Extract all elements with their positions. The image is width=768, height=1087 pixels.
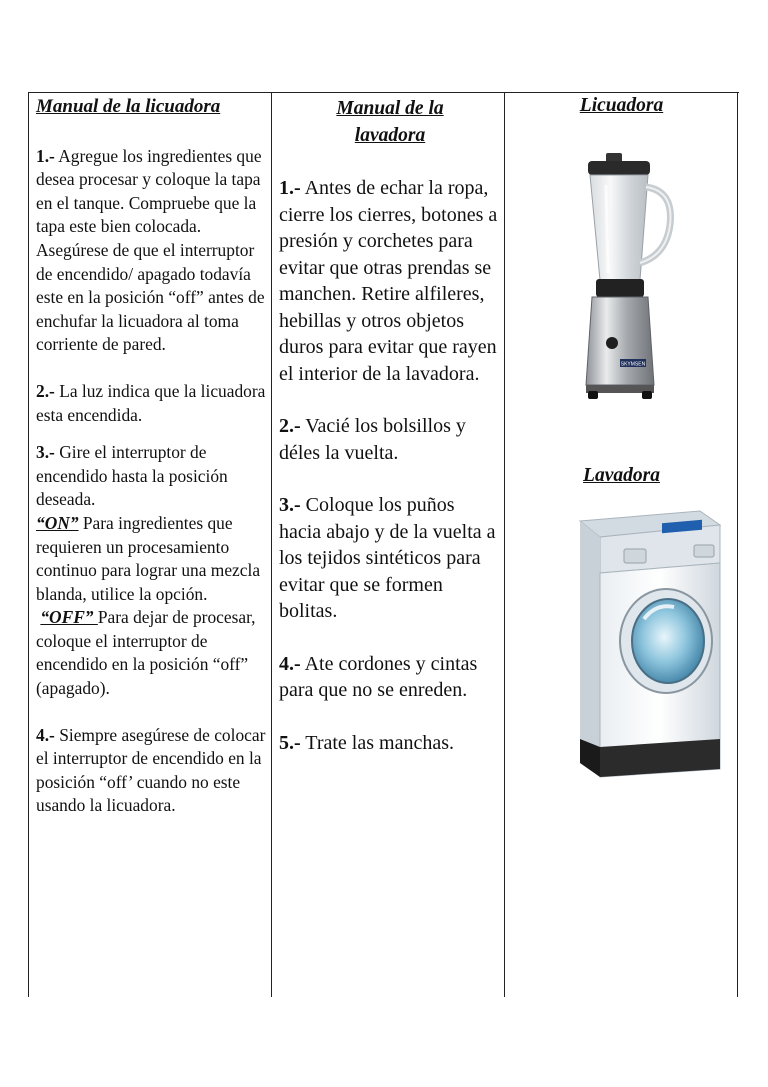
blender-manual-heading: Manual de la licuadora: [36, 96, 221, 117]
step-text: Trate las manchas.: [300, 731, 454, 754]
table-divider-1: [271, 93, 272, 997]
step-number: 5.-: [279, 731, 301, 754]
washer-manual-column: [279, 93, 501, 756]
blender-manual-column: [36, 93, 268, 818]
blender-image: [576, 145, 686, 405]
step-number: 2.-: [279, 415, 301, 437]
blender-on-option: [36, 512, 268, 606]
step-text: Coloque los puños hacia abajo y de la vuelta a los tejidos sintéticos para evitar que se formen bolitas.: [279, 494, 496, 622]
step-number: 4.-: [36, 724, 55, 745]
table-border-right: [737, 93, 738, 997]
blender-image-heading: Licuadora: [579, 95, 664, 116]
washer-image-heading: Lavadora: [583, 465, 660, 486]
manual-table: [28, 92, 739, 997]
step-number: 4.-: [279, 652, 301, 675]
on-text: Para ingredientes que requieren un procesamiento continuo para lograr una mezcla blanda, utilice la opción.: [36, 512, 261, 604]
step-text: Vacié los bolsillos y déles la vuelta.: [279, 415, 466, 464]
blender-step-3: [36, 441, 268, 512]
blender-step-2: [36, 380, 268, 427]
images-column: [506, 93, 737, 486]
off-label: “OFF”: [40, 607, 98, 628]
washer-step-3: [279, 492, 501, 625]
washer-step-4: [279, 651, 501, 704]
blender-step-1: [36, 145, 268, 357]
step-number: 3.-: [36, 442, 55, 463]
blender-step-4: [36, 724, 268, 818]
blender-brand: SKYMSEN: [620, 361, 646, 368]
step-text: Gire el interruptor de encendido hasta la posición deseada.: [36, 442, 228, 510]
table-divider-2: [504, 93, 505, 997]
blender-off-option: [36, 606, 268, 700]
washing-machine-illustration: [574, 507, 724, 795]
washer-step-1: [279, 175, 501, 387]
table-border-left: [28, 93, 29, 997]
step-number: 3.-: [279, 494, 301, 516]
step-number: 2.-: [36, 380, 55, 401]
on-label: “ON”: [36, 512, 79, 533]
washer-image: [574, 507, 724, 795]
off-text: Para dejar de procesar, coloque el interruptor de encendido en la posición “off” (apagado).: [36, 607, 256, 699]
blender-illustration: [576, 145, 686, 405]
step-text: Ate cordones y cintas para que no se enreden.: [279, 652, 478, 701]
step-text: La luz indica que la licuadora esta encendida.: [36, 380, 266, 425]
washer-manual-heading: Manual de la lavadora: [336, 98, 444, 146]
step-number: 1.-: [36, 145, 55, 166]
step-text: Siempre asegúrese de colocar el interruptor de encendido en la posición “off’ cuando no este usando la licuadora.: [36, 724, 266, 816]
washer-step-2: [279, 413, 501, 466]
washer-step-5: [279, 730, 501, 757]
step-number: 1.-: [279, 177, 301, 199]
step-text: Antes de echar la ropa, cierre los cierres, botones a presión y corchetes para evitar que otras prendas se manchen. Retire alfileres, hebillas y otros objetos duros para evitar que rayen el interior de la lavadora.: [279, 177, 498, 385]
step-text: Agregue los ingredientes que desea procesar y coloque la tapa en el tanque. Compruebe que la tapa este bien colocada. Asegúrese de que el interruptor de encendido/ apagado todavía este en la posición “off” antes de enchufar la licuadora al toma corriente de pared.: [36, 145, 265, 355]
